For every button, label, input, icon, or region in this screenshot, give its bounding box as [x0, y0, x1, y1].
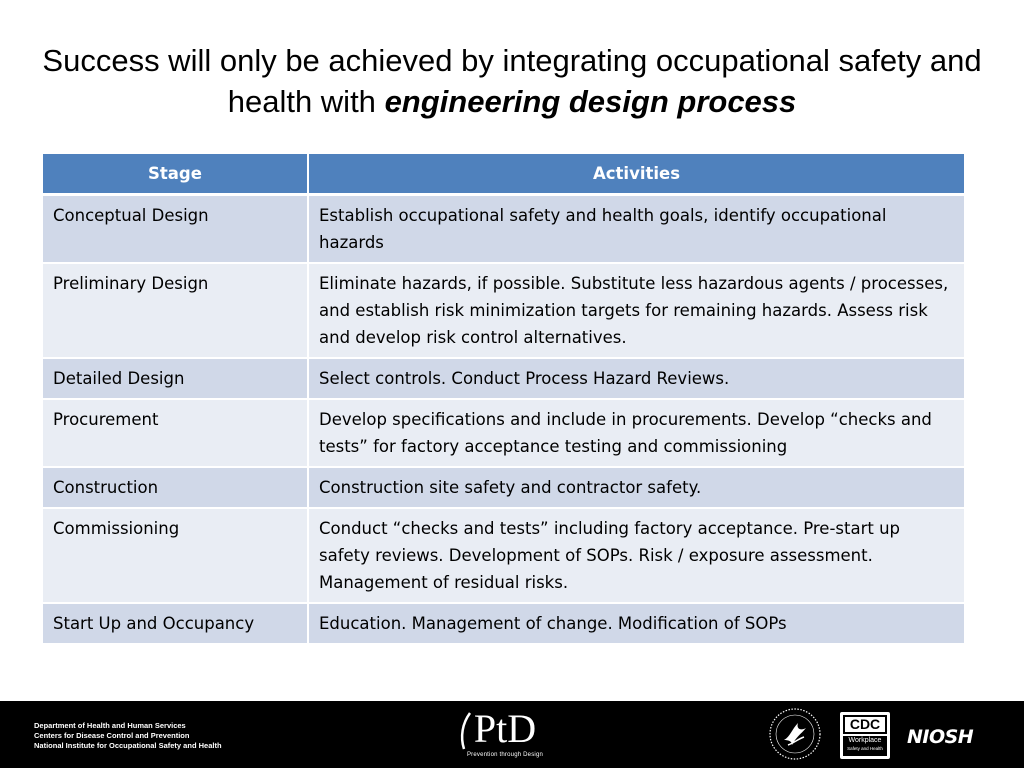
- activities-cell: Develop specifications and include in procurements. Develop “checks and tests” for factory acceptance testing and commissioning: [308, 399, 964, 467]
- table-row: [43, 603, 964, 644]
- hhs-department-text: [34, 721, 222, 751]
- dept-line: Centers for Disease Control and Prevention: [34, 731, 190, 740]
- activities-cell: Eliminate hazards, if possible. Substitute less hazardous agents / processes, and establish risk minimization targets for remaining hazards. Assess risk and develop risk control alternatives.: [308, 263, 964, 358]
- ptd-logo: [450, 705, 560, 763]
- footer-bar: [0, 701, 1024, 768]
- ptd-tagline: Prevention through Design: [466, 752, 544, 758]
- cdc-workplace-badge: [843, 736, 887, 756]
- slide-title-text: Success will only be achieved by integrating occupational safety and health with: [42, 43, 982, 119]
- stage-cell: Start Up and Occupancy: [43, 603, 308, 644]
- table-row: [43, 467, 964, 508]
- design-stages-table: [43, 154, 964, 645]
- activities-cell: Construction site safety and contractor safety.: [308, 467, 964, 508]
- cdc-workplace-logo: [840, 712, 890, 759]
- slide-title: [40, 40, 984, 122]
- niosh-logo: NIOSH: [907, 726, 974, 748]
- cdc-logo-text: CDC: [843, 715, 887, 734]
- cdc-workplace-subtext: Safety and Health: [847, 746, 883, 751]
- stage-cell: Procurement: [43, 399, 308, 467]
- ptd-logo-text: PtD: [473, 706, 537, 751]
- table-row: [43, 195, 964, 264]
- table-header-row: [43, 154, 964, 195]
- dept-line: National Institute for Occupational Safety and Health: [34, 741, 222, 750]
- activities-cell: Establish occupational safety and health goals, identify occupational hazards: [308, 195, 964, 264]
- column-header-stage: Stage: [43, 154, 308, 195]
- stage-cell: Preliminary Design: [43, 263, 308, 358]
- activities-cell: Select controls. Conduct Process Hazard Reviews.: [308, 358, 964, 399]
- stage-cell: Conceptual Design: [43, 195, 308, 264]
- slide-title-emphasis: engineering design process: [384, 84, 797, 119]
- column-header-activities: Activities: [308, 154, 964, 195]
- table-row: [43, 263, 964, 358]
- activities-cell: Education. Management of change. Modification of SOPs: [308, 603, 964, 644]
- stage-cell: Commissioning: [43, 508, 308, 603]
- table-row: [43, 399, 964, 467]
- dept-line: Department of Health and Human Services: [34, 721, 186, 730]
- activities-cell: Conduct “checks and tests” including factory acceptance. Pre-start up safety reviews. Development of SOPs. Risk / exposure assessment. Management of residual risks.: [308, 508, 964, 603]
- table-row: [43, 508, 964, 603]
- cdc-workplace-text: Workplace: [848, 737, 882, 744]
- hhs-eagle-seal-icon: [768, 707, 822, 761]
- stage-cell: Detailed Design: [43, 358, 308, 399]
- table-row: [43, 358, 964, 399]
- stage-cell: Construction: [43, 467, 308, 508]
